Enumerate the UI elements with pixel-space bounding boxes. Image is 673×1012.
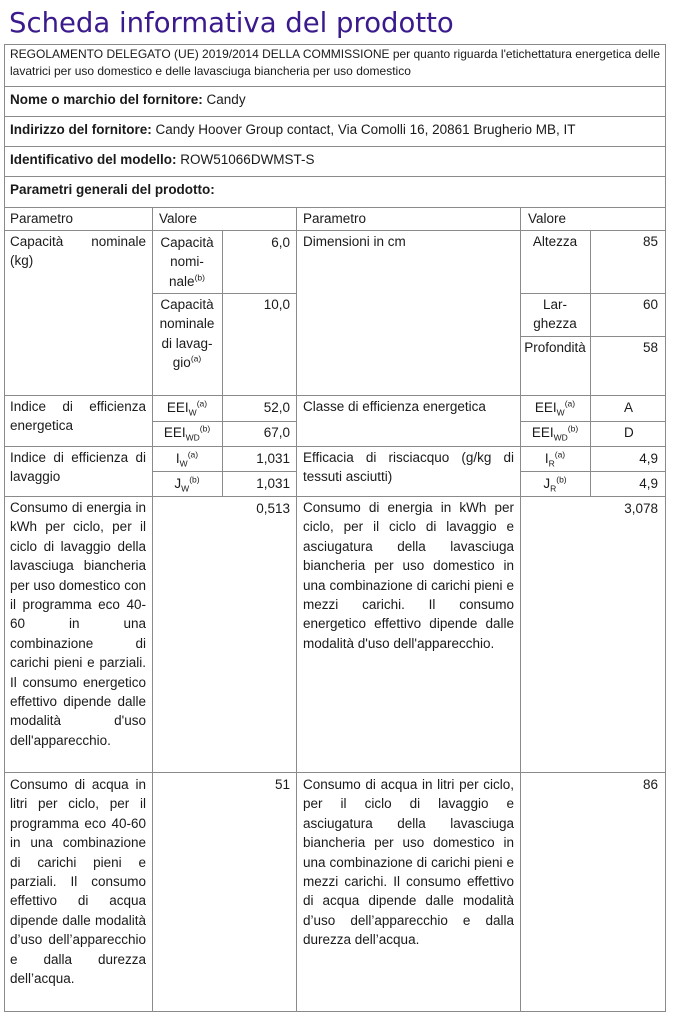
washing-i-symbol: $I_W^{(a)}$ <box>175 449 199 469</box>
border-line <box>222 230 223 496</box>
general-params-heading: Parametri generali del prodotto: <box>10 182 215 197</box>
capacity-dry-label: Capacità nominale di lavaggio$^{(a)}$ <box>159 297 215 371</box>
regulation-text: REGOLAMENTO DELEGATO (UE) 2019/2014 DELLA COMMISSIONE per quanto riguarda l'etichettatura energetica delle lavatrici per uso domestico e delle lavasciuga biancheria per uso domestico <box>10 47 660 78</box>
border-line <box>4 207 666 208</box>
energy-consumption-value: 0,513 <box>256 501 290 516</box>
water-consumption-wd-value: 86 <box>642 777 658 792</box>
page-title: Scheda informativa del prodotto <box>9 7 454 39</box>
eei-w-symbol: $EEI_W^{(a)}$ <box>166 398 208 418</box>
border-line <box>4 395 666 396</box>
border-line <box>4 146 666 147</box>
border-line <box>520 336 666 337</box>
washing-j-symbol: $J_W^{(b)}$ <box>174 474 200 494</box>
washing-j-value: 1,031 <box>256 476 290 491</box>
border-line <box>665 44 666 1012</box>
border-line <box>4 44 666 45</box>
border-line <box>152 207 153 1012</box>
border-line <box>4 772 666 773</box>
border-line <box>296 207 297 1012</box>
rinsing-label: Efficacia di risciacquo (g/kg di tessuti asciutti) <box>303 450 514 485</box>
border-line <box>152 293 296 294</box>
height-value: 85 <box>642 234 658 249</box>
address-label: Indirizzo del fornitore: <box>10 122 152 137</box>
border-line <box>4 44 5 1012</box>
model-value: ROW51066DWMST-S <box>180 152 315 167</box>
depth-label: Profondità <box>524 340 586 355</box>
header-value-2: Valore <box>528 211 567 226</box>
border-line <box>520 421 666 422</box>
border-line <box>520 207 521 1012</box>
energy-class-label: Classe di efficienza energetica <box>303 399 486 414</box>
header-param-2: Parametro <box>303 211 367 226</box>
washing-i-value: 1,031 <box>256 451 290 466</box>
border-line <box>4 230 666 231</box>
eei-wd-symbol: $EEI_{WD}^{(b)}$ <box>163 423 211 443</box>
water-consumption-label: Consumo di acqua in litri per ciclo, per il programma eco 40-60 in una combinazione di carichi pieni e parziali. Il consumo effettivo di acqua dipende dalle modalità d’uso dell’apparecchio e dalla durezza dell’acqua. <box>10 777 146 987</box>
energy-class-wd-value: D <box>624 425 634 440</box>
height-label: Altezza <box>532 234 578 249</box>
model-row <box>10 150 660 169</box>
energy-class-wd-symbol: $EEI_{WD}^{(b)}$ <box>531 423 579 443</box>
header-param: Parametro <box>10 211 74 226</box>
eei-label: Indice di efficienza energetica <box>10 399 146 434</box>
capacity-wash-value: 6,0 <box>271 235 290 250</box>
capacity-wash-label: Capacità nominale$^{(b)}$ <box>160 235 214 289</box>
border-line <box>520 293 666 294</box>
eei-wd-value: 67,0 <box>263 425 290 440</box>
water-consumption-wd-label: Consumo di acqua in litri per ciclo, per il ciclo di lavaggio e asciugatura della lavasciuga biancheria per uso domestico in una combinazione di carichi pieni e mezzi carichi. Il consumo effettivo di acqua dipende dalle modalità d’uso dell’apparecchio e dalla durezza dell’acqua. <box>303 777 514 948</box>
depth-value: 58 <box>642 340 658 355</box>
rinsing-j-symbol: $J_R^{(b)}$ <box>543 474 567 494</box>
border-line <box>520 471 666 472</box>
dimensions-label: Dimensioni in cm <box>303 234 406 249</box>
border-line <box>152 471 296 472</box>
energy-consumption-label: Consumo di energia in kWh per ciclo, per il ciclo di lavaggio della lavasciuga biancheria per uso domestico con il programma eco 40-60 in una combinazione di carichi pieni e parziali. Il consumo energetico effettivo dipende dalle modalità d'uso dell'apparecchio. <box>10 500 146 748</box>
border-line <box>4 176 666 177</box>
eei-w-value: 52,0 <box>263 400 290 415</box>
border-line <box>590 230 591 496</box>
border-line <box>4 496 666 497</box>
capacity-label: Capacità nominale (kg) <box>10 234 146 269</box>
supplier-value: Candy <box>206 92 246 107</box>
rinsing-j-value: 4,9 <box>639 476 658 491</box>
energy-class-w-symbol: $EEI_W^{(a)}$ <box>534 398 576 418</box>
border-line <box>152 421 296 422</box>
capacity-dry-value: 10,0 <box>263 297 290 312</box>
energy-consumption-wd-value: 3,078 <box>624 501 658 516</box>
border-line <box>4 116 666 117</box>
model-label: Identificativo del modello: <box>10 152 177 167</box>
supplier-row <box>10 90 660 109</box>
header-value: Valore <box>159 211 198 226</box>
supplier-label: Nome o marchio del fornitore: <box>10 92 203 107</box>
rinsing-i-symbol: $I_R^{(a)}$ <box>544 449 566 469</box>
address-value: Candy Hoover Group contact, Via Comolli 16, 20861 Brugherio MB, IT <box>155 122 576 137</box>
width-value: 60 <box>642 297 658 312</box>
border-line <box>4 446 666 447</box>
rinsing-i-value: 4,9 <box>639 451 658 466</box>
water-consumption-value: 51 <box>274 777 290 792</box>
energy-class-w-value: A <box>624 400 634 415</box>
washing-index-label: Indice di efficienza di lavaggio <box>10 450 146 485</box>
width-label: Larghezza <box>533 297 577 332</box>
border-line <box>4 86 666 87</box>
address-row <box>10 120 660 139</box>
energy-consumption-wd-label: Consumo di energia in kWh per ciclo, per il ciclo di lavaggio e asciugatura della lavasciuga biancheria per uso domestico in una combinazione di carichi pieni e mezzi carichi. Il consumo energetico effettivo dipende dalle modalità d'uso dell'apparecchio. <box>303 500 514 651</box>
